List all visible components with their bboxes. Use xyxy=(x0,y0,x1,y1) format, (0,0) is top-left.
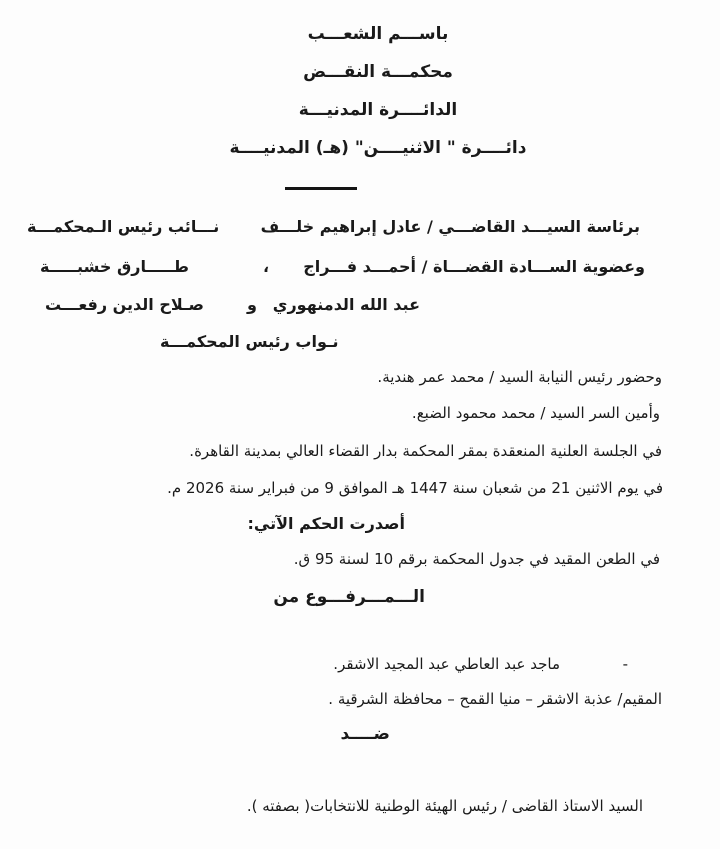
member-judges-line: وعضوية الســـادة القضـــاة / أحمـــد فـــراج xyxy=(303,257,645,276)
appellant-name: ماجد عبد العاطي عبد المجيد الاشقر. xyxy=(333,655,560,673)
civil-circuit-title: الدائــــرة المدنيـــة xyxy=(298,100,458,120)
header-divider-rule xyxy=(285,187,357,190)
appellant-dash-bullet: - xyxy=(622,655,628,673)
monday-circuit-title: دائــــرة " الاثنيــــن" (هـ) المدنيــــة xyxy=(229,138,527,158)
issued-ruling-heading: أصدرت الحكم الآتي: xyxy=(247,514,405,533)
court-of-cassation-title: محكمـــة النقـــض xyxy=(303,62,453,82)
judge-refaat-name: صـلاح الدين رفعـــت xyxy=(45,295,204,314)
appeal-number-line: في الطعن المقيد في جدول المحكمة برقم 10 لسنة 95 ق. xyxy=(293,550,660,568)
session-location-line: في الجلسة العلنية المنعقدة بمقر المحكمة بدار القضاء العالي بمدينة القاهرة. xyxy=(189,442,662,460)
judge-demenhoury-name: عبد الله الدمنهوري xyxy=(272,295,420,314)
judges-comma-separator: ، xyxy=(263,257,270,276)
session-date-line: في يوم الاثنين 21 من شعبان سنة 1447 هـ الموافق 9 من فبراير سنة 2026 م. xyxy=(167,479,663,497)
deputies-of-chief-justice-title: نـواب رئيس المحكمـــة xyxy=(160,332,339,351)
filed-by-heading: الـــمـــرفـــوع من xyxy=(273,587,425,607)
versus-heading: ضــــد xyxy=(340,724,390,744)
and-separator: و xyxy=(247,295,257,314)
court-secretary-line: وأمين السر السيد / محمد محمود الضبع. xyxy=(411,404,660,422)
appellant-residence-line: المقيم/ عذبة الاشقر – منيا القمح – محافظة الشرقية . xyxy=(328,690,662,708)
presiding-judge-line: برئاسة السيـــد القاضـــي / عادل إبراهيم خلـــف xyxy=(260,217,640,236)
chief-prosecutor-line: وحضور رئيس النيابة السيد / محمد عمر هندية. xyxy=(377,368,662,386)
judge-khashaba-name: طـــــارق خشبـــــة xyxy=(40,257,189,276)
respondent-line: السيد الاستاذ القاضى / رئيس الهيئة الوطنية للانتخابات( بصفته ). xyxy=(246,797,643,815)
deputy-chief-justice-title: نـــائب رئيس الـمحكمـــة xyxy=(27,217,220,236)
in-the-name-of-the-people-title: باســـم الشعـــب xyxy=(307,24,449,44)
